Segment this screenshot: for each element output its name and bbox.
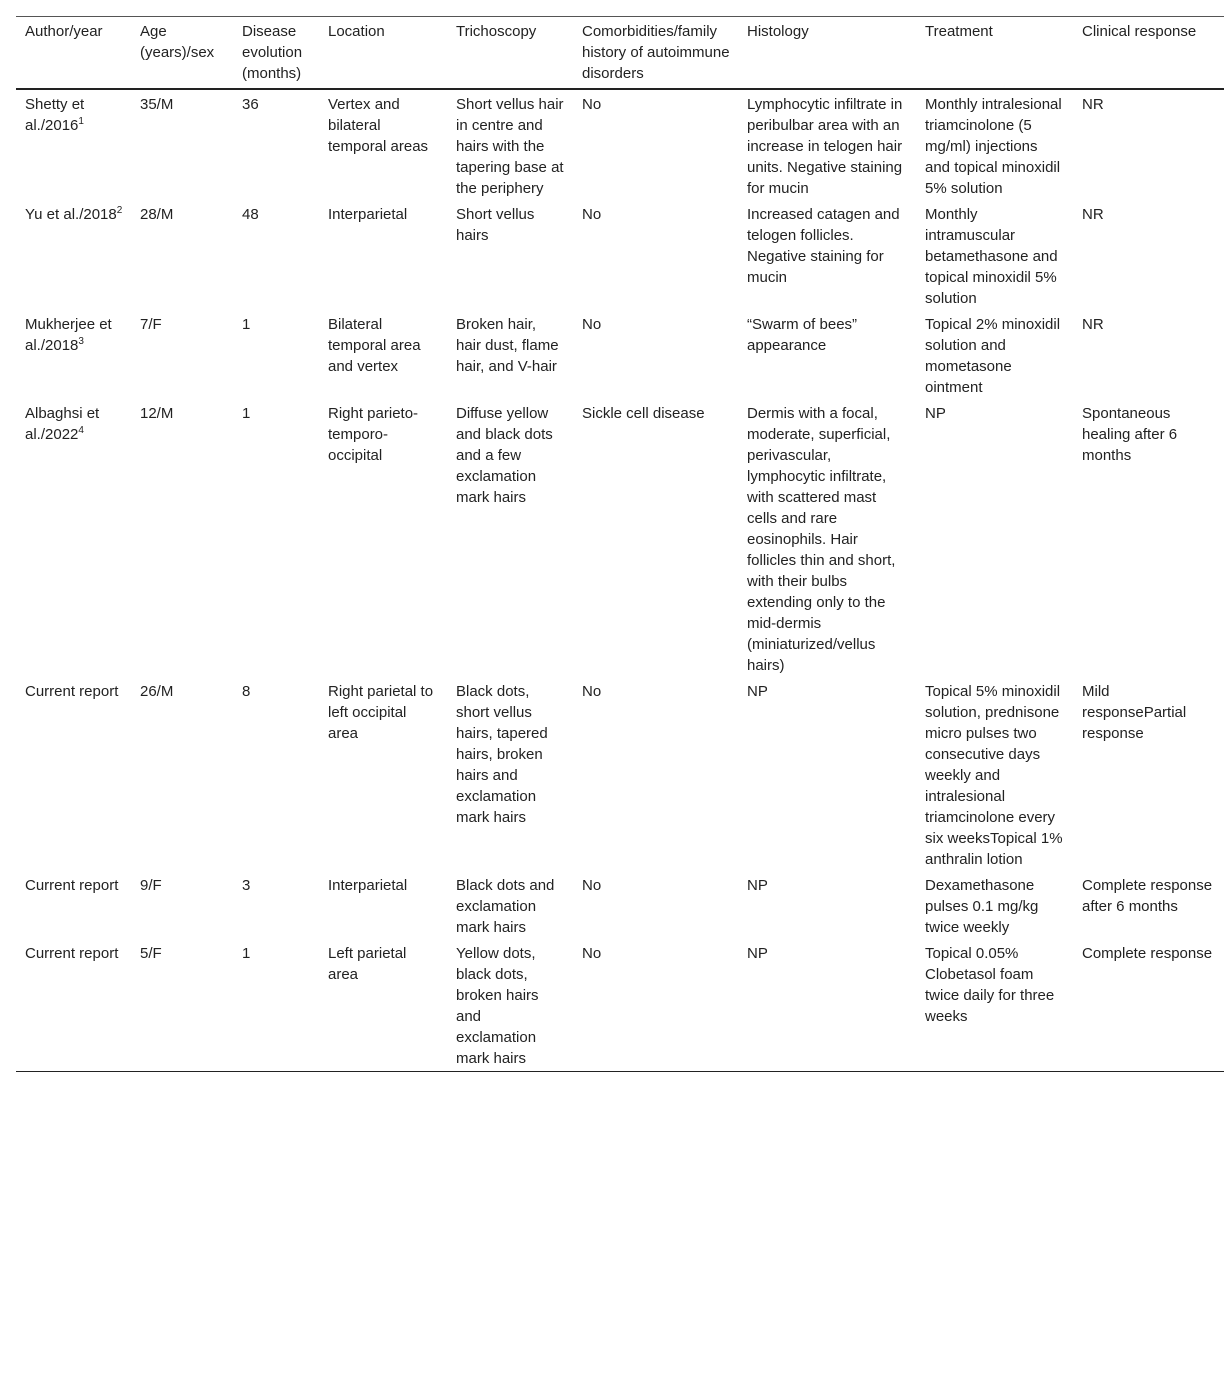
cell-histology-text: NP bbox=[747, 683, 768, 700]
cell-histology bbox=[738, 89, 916, 200]
cell-location-text: Bilateral temporal area and vertex bbox=[328, 316, 421, 375]
cell-age-sex-text: 26/M bbox=[140, 683, 174, 700]
table-row bbox=[16, 200, 1224, 310]
cell-treatment bbox=[916, 89, 1073, 200]
cell-treatment bbox=[916, 200, 1073, 310]
cell-clinical-response bbox=[1073, 871, 1224, 939]
table-row bbox=[16, 89, 1224, 200]
cell-location-text: Right parieto-temporo-occipital bbox=[328, 405, 419, 464]
cell-comorbidities bbox=[573, 939, 738, 1072]
cell-disease-evolution-text: 48 bbox=[242, 206, 259, 223]
cell-histology bbox=[738, 677, 916, 871]
cell-clinical-response-text: NR bbox=[1082, 96, 1104, 113]
cell-author-year-text: Shetty et al./2016 bbox=[25, 96, 85, 134]
cell-author-year bbox=[16, 677, 131, 871]
header-disease-evolution: Disease evolution (months) bbox=[242, 23, 303, 82]
cell-clinical-response-text: Complete response bbox=[1082, 945, 1213, 962]
cell-treatment-text: Topical 5% minoxidil solution, prednisone micro pulses two consecutive days weekly and intralesional triamcinolone every six weeksTopical 1% anthralin lotion bbox=[925, 683, 1063, 868]
cell-disease-evolution bbox=[233, 310, 319, 399]
table-row bbox=[16, 939, 1224, 1072]
cell-disease-evolution bbox=[233, 89, 319, 200]
cell-author-year-text: Current report bbox=[25, 877, 119, 894]
cell-histology bbox=[738, 310, 916, 399]
cell-age-sex-text: 35/M bbox=[140, 96, 174, 113]
cell-author-year-text: Current report bbox=[25, 683, 119, 700]
cell-comorbidities-text: No bbox=[582, 206, 602, 223]
table-row bbox=[16, 871, 1224, 939]
cell-location-text: Interparietal bbox=[328, 877, 408, 894]
cell-comorbidities-text: No bbox=[582, 877, 602, 894]
table-header bbox=[16, 17, 1224, 90]
cell-disease-evolution-text: 1 bbox=[242, 405, 251, 422]
cell-disease-evolution-text: 8 bbox=[242, 683, 251, 700]
cell-histology bbox=[738, 939, 916, 1072]
cell-location-text: Vertex and bilateral temporal areas bbox=[328, 96, 429, 155]
cell-author-year bbox=[16, 939, 131, 1072]
header-age-sex: Age (years)/sex bbox=[140, 23, 215, 61]
cell-clinical-response bbox=[1073, 399, 1224, 677]
cell-age-sex bbox=[131, 89, 233, 200]
cell-disease-evolution-text: 1 bbox=[242, 316, 251, 333]
reference-superscript: 2 bbox=[116, 205, 123, 216]
cell-author-year bbox=[16, 200, 131, 310]
header-row bbox=[16, 17, 1224, 90]
cell-treatment-text: Topical 0.05% Clobetasol foam twice daily for three weeks bbox=[925, 945, 1055, 1025]
cell-trichoscopy-text: Short vellus hairs bbox=[456, 206, 535, 244]
reference-superscript: 3 bbox=[78, 336, 84, 347]
cell-histology-text: NP bbox=[747, 945, 768, 962]
cell-age-sex bbox=[131, 939, 233, 1072]
cell-age-sex-text: 7/F bbox=[140, 316, 162, 333]
cell-age-sex bbox=[131, 200, 233, 310]
cell-age-sex-text: 9/F bbox=[140, 877, 162, 894]
cell-age-sex-text: 28/M bbox=[140, 206, 174, 223]
cell-location-text: Interparietal bbox=[328, 206, 408, 223]
cell-treatment bbox=[916, 310, 1073, 399]
table-body bbox=[16, 89, 1224, 1072]
cell-histology bbox=[738, 399, 916, 677]
cell-trichoscopy bbox=[447, 939, 573, 1072]
cell-trichoscopy bbox=[447, 310, 573, 399]
cell-histology-text: Increased catagen and telogen follicles. Negative staining for mucin bbox=[747, 206, 900, 286]
cell-comorbidities-text: Sickle cell disease bbox=[582, 405, 705, 422]
cell-disease-evolution-text: 36 bbox=[242, 96, 259, 113]
cell-location bbox=[319, 200, 447, 310]
cell-treatment bbox=[916, 871, 1073, 939]
cell-comorbidities bbox=[573, 200, 738, 310]
cell-location bbox=[319, 89, 447, 200]
cell-location bbox=[319, 310, 447, 399]
cell-treatment-text: NP bbox=[925, 405, 946, 422]
cell-comorbidities bbox=[573, 399, 738, 677]
cell-treatment-text: Topical 2% minoxidil solution and mometasone ointment bbox=[925, 316, 1061, 396]
cell-clinical-response bbox=[1073, 310, 1224, 399]
cell-comorbidities-text: No bbox=[582, 316, 602, 333]
header-clinical-response: Clinical response bbox=[1082, 23, 1197, 40]
cell-trichoscopy-text: Diffuse yellow and black dots and a few exclamation mark hairs bbox=[456, 405, 553, 506]
cell-treatment-text: Monthly intralesional triamcinolone (5 mg/ml) injections and topical minoxidil 5% solution bbox=[925, 96, 1062, 197]
cell-location bbox=[319, 677, 447, 871]
header-treatment: Treatment bbox=[925, 23, 993, 40]
cell-location bbox=[319, 871, 447, 939]
table-row bbox=[16, 310, 1224, 399]
cell-trichoscopy-text: Yellow dots, black dots, broken hairs and exclamation mark hairs bbox=[456, 945, 539, 1067]
cell-histology bbox=[738, 871, 916, 939]
cell-age-sex bbox=[131, 871, 233, 939]
cell-disease-evolution-text: 1 bbox=[242, 945, 251, 962]
cell-clinical-response bbox=[1073, 939, 1224, 1072]
cell-age-sex-text: 5/F bbox=[140, 945, 162, 962]
table-row bbox=[16, 399, 1224, 677]
cell-disease-evolution bbox=[233, 200, 319, 310]
cell-disease-evolution bbox=[233, 871, 319, 939]
cell-location bbox=[319, 399, 447, 677]
cell-trichoscopy-text: Short vellus hair in centre and hairs with the tapering base at the periphery bbox=[456, 96, 564, 197]
header-comorbidities: Comorbidities/family history of autoimmune disorders bbox=[582, 23, 730, 82]
cell-author-year bbox=[16, 399, 131, 677]
cell-histology-text: Lymphocytic infiltrate in peribulbar area with an increase in telogen hair units. Negative staining for mucin bbox=[747, 96, 903, 197]
cell-disease-evolution bbox=[233, 939, 319, 1072]
cell-treatment-text: Dexamethasone pulses 0.1 mg/kg twice weekly bbox=[925, 877, 1039, 936]
cell-age-sex bbox=[131, 677, 233, 871]
cell-age-sex bbox=[131, 310, 233, 399]
cell-author-year-text: Current report bbox=[25, 945, 119, 962]
cell-treatment bbox=[916, 399, 1073, 677]
cell-clinical-response-text: NR bbox=[1082, 206, 1104, 223]
cell-clinical-response-text: NR bbox=[1082, 316, 1104, 333]
cell-histology-text: Dermis with a focal, moderate, superficial, perivascular, lymphocytic infiltrate, with scattered mast cells and rare eosinophils. Hair follicles thin and short, with their bulbs extending only to the mid-dermis (miniaturized/vellus hairs) bbox=[747, 405, 896, 674]
cell-author-year bbox=[16, 89, 131, 200]
cell-clinical-response bbox=[1073, 200, 1224, 310]
header-histology: Histology bbox=[747, 23, 809, 40]
cell-trichoscopy-text: Black dots, short vellus hairs, tapered hairs, broken hairs and exclamation mark hairs bbox=[456, 683, 548, 826]
cell-comorbidities bbox=[573, 310, 738, 399]
cell-trichoscopy bbox=[447, 677, 573, 871]
reference-superscript: 4 bbox=[78, 425, 84, 436]
cell-treatment bbox=[916, 677, 1073, 871]
cell-treatment bbox=[916, 939, 1073, 1072]
cell-trichoscopy bbox=[447, 89, 573, 200]
case-comparison-table bbox=[16, 16, 1224, 1072]
cell-trichoscopy bbox=[447, 399, 573, 677]
cell-clinical-response bbox=[1073, 89, 1224, 200]
cell-comorbidities-text: No bbox=[582, 96, 602, 113]
cell-location-text: Right parietal to left occipital area bbox=[328, 683, 434, 742]
cell-author-year-text: Albaghsi et al./2022 bbox=[25, 405, 100, 443]
cell-trichoscopy bbox=[447, 200, 573, 310]
cell-histology-text: NP bbox=[747, 877, 768, 894]
cell-age-sex-text: 12/M bbox=[140, 405, 174, 422]
cell-author-year-text: Yu et al./2018 bbox=[25, 206, 117, 223]
cell-disease-evolution-text: 3 bbox=[242, 877, 251, 894]
cell-age-sex bbox=[131, 399, 233, 677]
cell-trichoscopy-text: Broken hair, hair dust, flame hair, and V-hair bbox=[456, 316, 559, 375]
reference-superscript: 1 bbox=[78, 116, 84, 127]
cell-comorbidities-text: No bbox=[582, 683, 602, 700]
header-trichoscopy: Trichoscopy bbox=[456, 23, 537, 40]
cell-location-text: Left parietal area bbox=[328, 945, 407, 983]
cell-clinical-response bbox=[1073, 677, 1224, 871]
cell-location bbox=[319, 939, 447, 1072]
cell-disease-evolution bbox=[233, 399, 319, 677]
cell-treatment-text: Monthly intramuscular betamethasone and topical minoxidil 5% solution bbox=[925, 206, 1058, 307]
cell-clinical-response-text: Spontaneous healing after 6 months bbox=[1082, 405, 1178, 464]
cell-comorbidities-text: No bbox=[582, 945, 602, 962]
cell-comorbidities bbox=[573, 89, 738, 200]
cell-comorbidities bbox=[573, 677, 738, 871]
cell-trichoscopy bbox=[447, 871, 573, 939]
cell-disease-evolution bbox=[233, 677, 319, 871]
table-row bbox=[16, 677, 1224, 871]
header-location: Location bbox=[328, 23, 385, 40]
cell-histology bbox=[738, 200, 916, 310]
cell-author-year-text: Mukherjee et al./2018 bbox=[25, 316, 112, 354]
cell-trichoscopy-text: Black dots and exclamation mark hairs bbox=[456, 877, 555, 936]
cell-clinical-response-text: Complete response after 6 months bbox=[1082, 877, 1213, 915]
cell-author-year bbox=[16, 871, 131, 939]
cell-clinical-response-text: Mild responsePartial response bbox=[1082, 683, 1187, 742]
cell-histology-text: “Swarm of bees” appearance bbox=[747, 316, 858, 354]
cell-author-year bbox=[16, 310, 131, 399]
cell-comorbidities bbox=[573, 871, 738, 939]
header-author-year: Author/year bbox=[25, 23, 103, 40]
